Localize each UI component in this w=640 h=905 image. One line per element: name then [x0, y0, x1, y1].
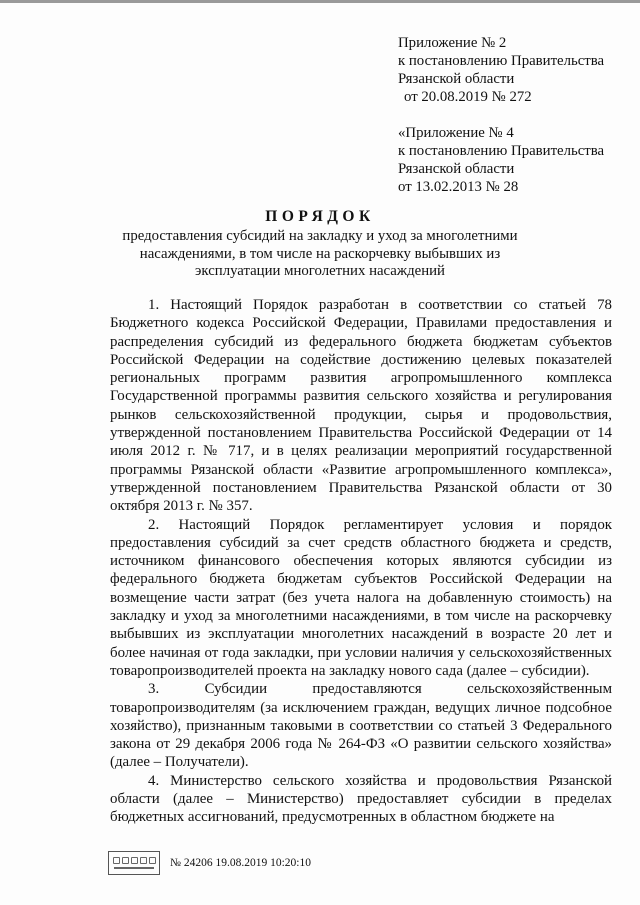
annex-reference: к постановлению Правительства	[398, 143, 605, 159]
document-title: ПОРЯДОК	[265, 208, 375, 225]
annex-region: Рязанской области	[398, 71, 515, 87]
document-subtitle: предоставления субсидий на закладку и уход за многолетними насаждениями, в том числе на раскорчевку выбывших из эксплуатации многолетних насаждений	[122, 228, 518, 279]
annex-header-original	[398, 124, 630, 196]
annex-reference: к постановлению Правительства	[398, 53, 605, 69]
registration-number: № 24206 19.08.2019 10:20:10	[170, 857, 311, 869]
annex-header-current	[398, 34, 630, 106]
annex-date: от 20.08.2019 № 272	[404, 89, 532, 105]
annex-region: Рязанской области	[398, 161, 515, 177]
document-body	[110, 296, 612, 827]
annex-date: от 13.02.2013 № 28	[398, 179, 519, 195]
paragraph-1: 1. Настоящий Порядок разработан в соответствии со статьей 78 Бюджетного кодекса Российской Федерации, Правилами предоставления и распределения субсидий из федерального бюджета бюджетам субъектов Российской Федерации на содействие достижению целевых показателей региональных программ развития агропромышленного комплекса Государственной программы развития сельского хозяйства и регулирования рынков сельскохозяйственной продукции, сырья и продовольствия, утвержденной постановлением Правительства Российской Федерации от 14 июля 2012 г. № 717, и в целях реализации мероприятий государственной программы Рязанской области «Развитие агропромышленного комплекса», утвержденной постановлением Правительства Рязанской области от 30 октября 2013 г. № 357.	[110, 297, 612, 515]
annex-number: «Приложение № 4	[398, 125, 514, 141]
paragraph-4: 4. Министерство сельского хозяйства и продовольствия Рязанской области (далее – Министерство) предоставляет субсидии в пределах бюджетных ассигнований, предусмотренных в областном бюджете на	[110, 772, 612, 826]
paragraph-3: 3. Субсидии предоставляются сельскохозяйственным товаропроизводителям (за исключением граждан, ведущих личное подсобное хозяйство), признанным таковыми в соответствии со статьей 3 Федерального закона от 29 декабря 2006 года № 264-ФЗ «О развитии сельского хозяйства» (далее – Получатели).	[110, 681, 612, 771]
annex-number: Приложение № 2	[398, 35, 507, 51]
registry-stamp-icon	[108, 851, 160, 875]
paragraph-2: 2. Настоящий Порядок регламентирует условия и порядок предоставления субсидий за счет средств областного бюджета и средств, источником финансового обеспечения которых являются субсидии из федерального бюджета бюджетам субъектов Российской Федерации на возмещение части затрат (без учета налога на добавленную стоимость) на закладку и уход за многолетними насаждениями, в том числе на раскорчевку выбывших из эксплуатации многолетних насаждений в возрасте 20 лет и более начиная от года закладки, при условии наличия у сельскохозяйственных товаропроизводителей проекта на закладку нового сада (далее – субсидии).	[110, 516, 612, 679]
scan-top-edge	[0, 0, 640, 3]
registration-footer	[108, 851, 311, 875]
